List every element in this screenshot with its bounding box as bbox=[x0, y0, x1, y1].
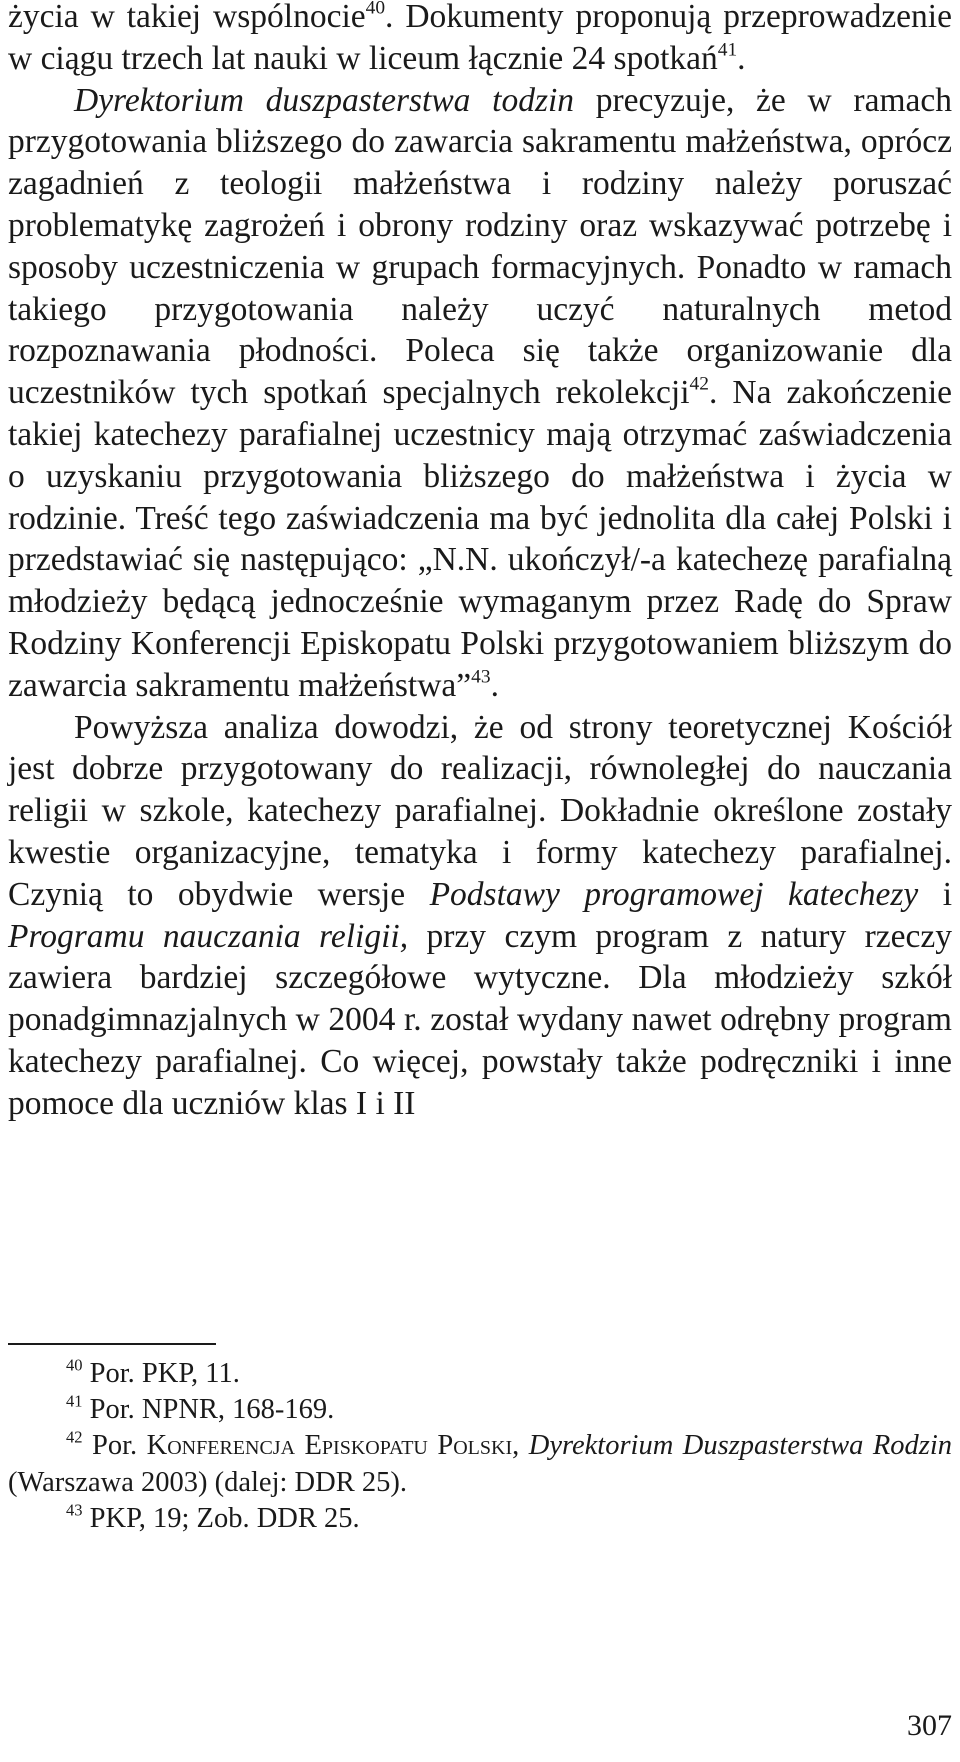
text-run: życia w takiej wspólnocie bbox=[8, 0, 366, 35]
text-run: Programu nauczania religii, bbox=[8, 917, 409, 955]
footnotes bbox=[8, 1356, 952, 1537]
text-run: (Warszawa 2003) (dalej: DDR 25). bbox=[8, 1466, 407, 1498]
text-run: Dyrektorium Duszpasterstwa Rodzin bbox=[528, 1430, 952, 1462]
text-run: Powyższa analiza dowodzi, że od strony teoretycznej Kościół jest dobrze przygotowany do realizacji, równoległej do nauczania religii w szkole, katechezy parafialnej. Dokładnie określone zostały kwestie organizacyjne, tematyka i formy katechezy parafialnej. Czynią to obydwie wersje bbox=[8, 708, 952, 913]
text-run: i bbox=[918, 875, 952, 913]
paragraph-3 bbox=[8, 707, 952, 1125]
text-run: przy czym program z natury rzeczy zawiera bardziej szczegółowe wytyczne. Dla młodzieży szkół ponadgimnazjalnych w 2004 r. został wydany nawet odrębny program katechezy parafialnej. Co więcej, powstały także podręczniki i inne pomoce dla uczniów klas I i II bbox=[8, 917, 953, 1122]
footnote-40 bbox=[8, 1356, 952, 1392]
footnote-42 bbox=[8, 1428, 952, 1500]
footnote-reference: 42 bbox=[689, 373, 709, 395]
footnote-reference: 40 bbox=[66, 1355, 83, 1375]
footnote-reference: 43 bbox=[471, 666, 491, 688]
text-run: Por. NPNR, 168-169. bbox=[82, 1394, 335, 1426]
text-run: . bbox=[737, 39, 746, 77]
page-number: 307 bbox=[907, 1709, 952, 1742]
text-run: Por. PKP, 11. bbox=[82, 1358, 240, 1389]
text-run: . Na zakończenie takiej katechezy parafialnej uczestnicy mają otrzymać zaświadczenia o uzyskaniu przygotowania bliższego do małżeństwa i życia w rodzinie. Treść tego zaświadczenia ma być jednolita dla całej Polski i przedstawiać się następująco: „N.N. ukończył/-a katechezę parafialną młodzieży będącą jednocześnie wymaganym przez Radę do Spraw Rodziny Konferencji Episkopatu Polski przygotowaniem bliższym do zawarcia sakramentu małżeństwa” bbox=[8, 374, 952, 704]
text-run: Dyrektorium duszpasterstwa todzin bbox=[74, 81, 575, 119]
footnote-41 bbox=[8, 1392, 952, 1428]
footnote-reference: 43 bbox=[66, 1500, 83, 1520]
text-run: . bbox=[490, 666, 499, 704]
footnote-reference: 41 bbox=[717, 39, 738, 61]
text-run: precyzuje, że w ramach przygotowania bliższego do zawarcia sakramentu małżeństwa, oprócz zagadnień z teologii małżeństwa i rodziny należy poruszać problematykę zagrożeń i obrony rodziny oraz wskazywać potrzebę i sposoby uczestniczenia w grupach formacyjnych. Ponadto w ramach takiego przygotowania należy uczyć naturalnych metod rozpoznawania płodności. Poleca się także organizowanie dla uczestników tych spotkań specjalnych rekolekcji bbox=[8, 81, 952, 412]
paragraph-2 bbox=[8, 80, 952, 707]
footnote-reference: 42 bbox=[66, 1427, 83, 1447]
text-run: Konferencja Episkopatu Polski bbox=[146, 1430, 513, 1462]
text-run: , bbox=[512, 1430, 529, 1462]
footnote-43 bbox=[8, 1501, 952, 1537]
text-run: . Dokumenty proponują przeprowadzenie w ciągu trzech lat nauki w liceum łącznie 24 spotkań bbox=[8, 0, 952, 77]
text-run: PKP, 19; Zob. DDR 25. bbox=[82, 1502, 360, 1534]
footnote-reference: 41 bbox=[66, 1391, 83, 1411]
text-run: Podstawy programowej katechezy bbox=[429, 875, 919, 913]
footnote-reference: 40 bbox=[365, 0, 386, 19]
footnote-separator bbox=[8, 1343, 216, 1345]
paragraph-1 bbox=[8, 0, 952, 80]
text-run: Por. bbox=[82, 1430, 147, 1462]
page-body bbox=[8, 0, 952, 1125]
